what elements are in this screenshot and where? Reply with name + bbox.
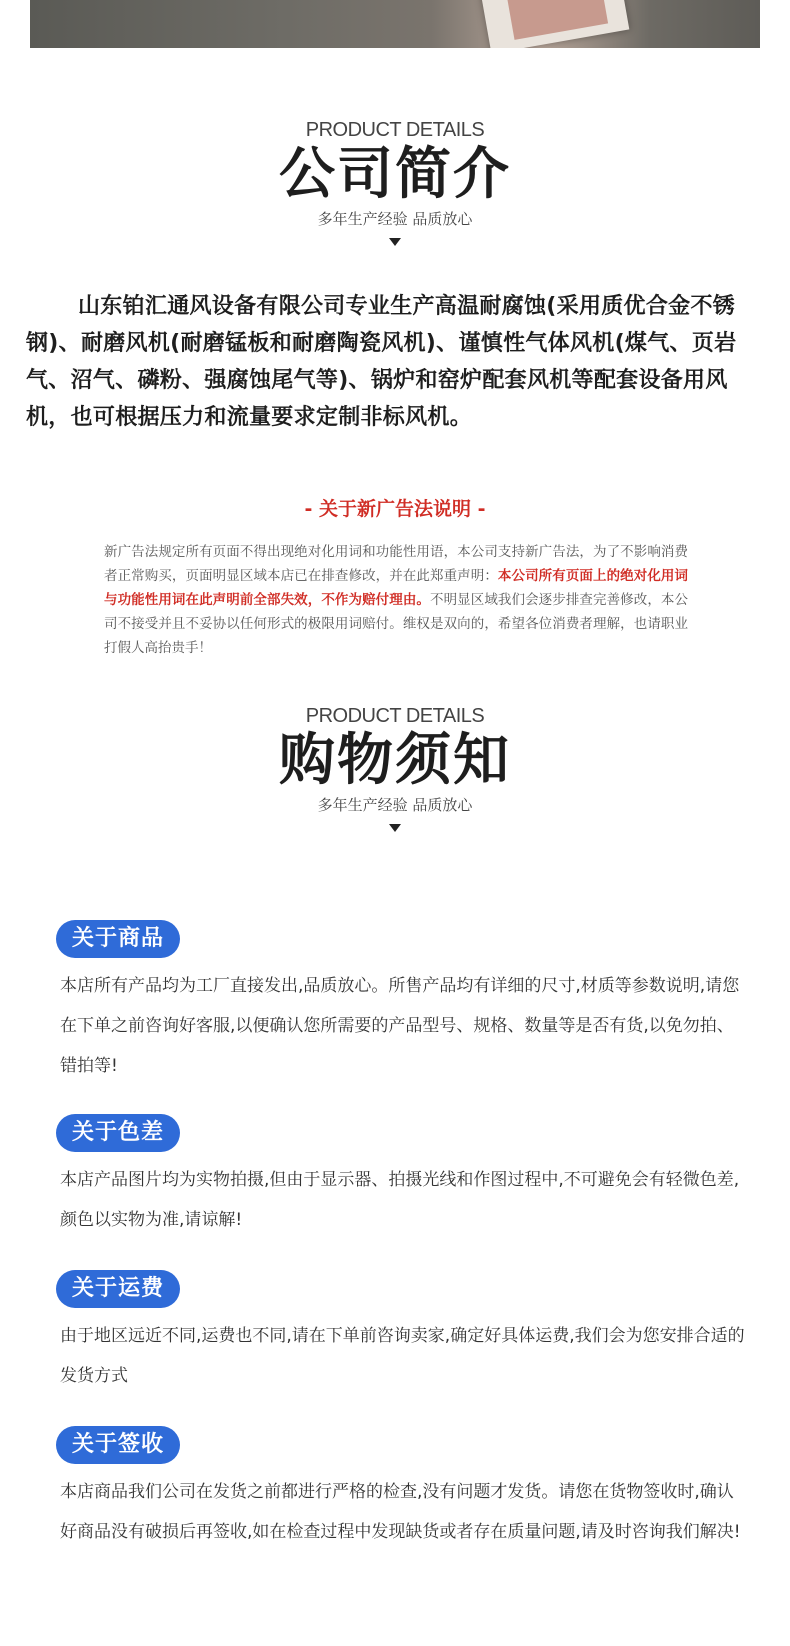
down-triangle-icon	[389, 238, 401, 246]
ad-law-text-red: 本公司所有页面上的绝对化用词与功能性用词在此声明前全部失效，不作为赔付理由。	[104, 568, 689, 608]
top-product-photo	[30, 0, 760, 48]
notice-text-product: 本店所有产品均为工厂直接发出,品质放心。所售产品均有详细的尺寸,材质等参数说明,请您在下单之前咨询好客服,以便确认您所需要的产品型号、规格、数量等是否有货,以免勿拍、错拍等!	[60, 976, 740, 1076]
shopping-section-header	[0, 704, 790, 832]
notice-label-shipping: 关于运费	[56, 1270, 180, 1308]
shopping-slogan: 多年生产经验 品质放心	[317, 796, 473, 814]
ad-law-text	[104, 540, 688, 660]
company-title: 公司简介	[279, 142, 511, 207]
notice-label-color: 关于色差	[56, 1114, 180, 1152]
shopping-subtitle-en: PRODUCT DETAILS	[305, 705, 485, 727]
ad-law-text-part1: 新广告法规定所有页面不得出现绝对化用词和功能性用语，本公司支持新广告法，为了不影响消费者正常购买，页面明显区域本店已在排查修改，并在此郑重声明：	[104, 544, 688, 584]
notice-label-receipt: 关于签收	[56, 1426, 180, 1464]
company-section-header	[0, 118, 790, 246]
notice-text-color: 本店产品图片均为实物拍摄,但由于显示器、拍摄光线和作图过程中,不可避免会有轻微色差,颜色以实物为准,请谅解!	[60, 1170, 740, 1230]
ad-law-text-part2: 不明显区域我们会逐步排查完善修改，本公司不接受并且不妥协以任何形式的极限用词赔付。维权是双向的，希望各位消费者理解，也请职业打假人高抬贵手！	[104, 592, 688, 656]
notice-text-receipt: 本店商品我们公司在发货之前都进行严格的检查,没有问题才发货。请您在货物签收时,确认好商品没有破损后再签收,如在检查过程中发现缺货或者存在质量问题,请及时咨询我们解决!	[60, 1482, 741, 1542]
down-triangle-icon	[389, 824, 401, 832]
notice-text-shipping: 由于地区远近不同,运费也不同,请在下单前咨询卖家,确定好具体运费,我们会为您安排合适的发货方式	[60, 1326, 745, 1386]
shopping-title: 购物须知	[279, 728, 511, 793]
ad-law-title: - 关于新广告法说明 -	[304, 498, 486, 520]
notice-label-product: 关于商品	[56, 920, 180, 958]
company-subtitle-en: PRODUCT DETAILS	[305, 119, 485, 141]
company-slogan: 多年生产经验 品质放心	[317, 210, 473, 228]
company-intro-text: 山东铂汇通风设备有限公司专业生产高温耐腐蚀(采用质优合金不锈钢)、耐磨风机(耐磨锰板和耐磨陶瓷风机)、谨慎性气体风机(煤气、页岩气、沼气、磷粉、强腐蚀尾气等)、锅炉和窑炉配套风机等配套设备用风机，也可根据压力和流量要求定制非标风机。	[26, 294, 737, 430]
